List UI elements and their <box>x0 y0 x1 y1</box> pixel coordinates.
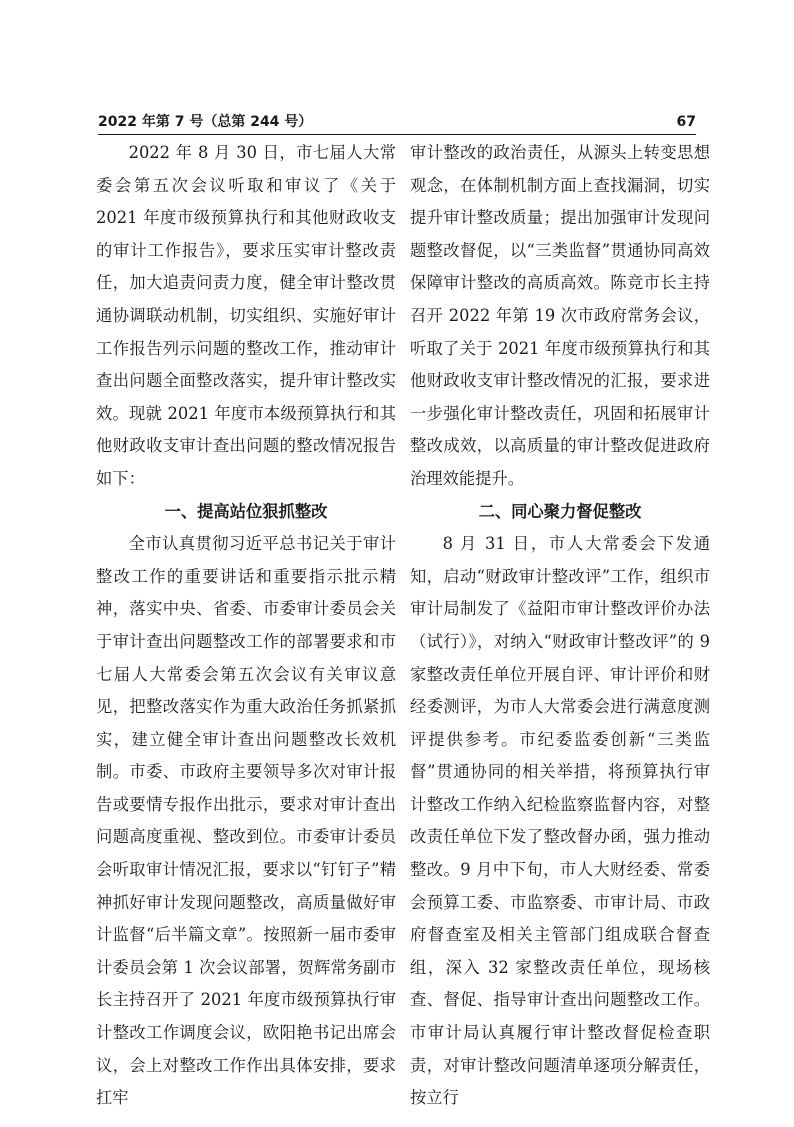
section-1-paragraph: 全市认真贯彻习近平总书记关于审计整改工作的重要讲话和重要指示批示精神，落实中央、省委、市委审计委员会关于审计查出问题整改工作的部署要求和市七届人大常委会第五次会议有关审议意见，把整改落实作为重大政治任务抓紧抓实，建立健全审计查出问题整改长效机制。市委、市政府主要领导多次对审计报告或要情专报作出批示，要求对审计查出问题高度重视、整改到位。市委审计委员会听取审计情况汇报，要求以“钉钉子”精神抓好审计发现问题整改，高质量做好审计监督“后半篇文章”。按照新一届市委审计委员会第 1 次会议部署，贺辉常务副市长主持召开了 2021 年度市级预算执行审计整改工作调度会议，欧阳艳书记出席会议，会上对整改工作作出具体安排，要求扛牢 <box>96 534 396 1108</box>
left-column <box>96 137 396 1127</box>
header-rule <box>98 134 696 135</box>
right-column <box>410 137 710 1127</box>
section-2-paragraph: 8 月 31 日，市人大常委会下发通知，启动“财政审计整改评”工作，组织市审计局制发了《益阳市审计整改评价办法（试行）》，对纳入“财政审计整改评”的 9 家整改责任单位开展自评、审计评价和财经委测评，为市人大常委会进行满意度测评提供参考。市纪委监委创新“三类监督”贯通协同的相关举措，将预算执行审计整改工作纳入纪检监察监督内容，对整改责任单位下发了整改督办函，强力推动整改。9 月中下旬，市人大财经委、常委会预算工委、市监察委、市审计局、市政府督查室及相关主管部门组成联合督查组，深入 32 家整改责任单位，现场核查、督促、指导审计查出问题整改工作。市审计局认真履行审计整改督促检查职责，对审计整改问题清单逐项分解责任，按立行 <box>410 534 710 1108</box>
continuation-paragraph: 审计整改的政治责任，从源头上转变思想观念，在体制机制方面上查找漏洞，切实提升审计整改质量；提出加强审计发现问题整改督促，以“三类监督”贯通协同高效保障审计整改的高质高效。陈竞市长主持召开 2022 年第 19 次市政府常务会议，听取了关于 2021 年度市级预算执行和其他财政收支审计整改情况的汇报，要求进一步强化审计整改责任，巩固和拓展审计整改成效，以高质量的审计整改促进政府治理效能提升。 <box>410 143 710 488</box>
intro-paragraph: 2022 年 8 月 30 日，市七届人大常委会第五次会议听取和审议了《关于 2021 年度市级预算执行和其他财政收支的审计工作报告》，要求压实审计整改责任，加大追责问责力度，健全审计整改贯通协调联动机制，切实组织、实施好审计工作报告列示问题的整改工作，推动审计查出问题全面整改落实，提升审计整改实效。现就 2021 年度市本级预算执行和其他财政收支审计查出问题的整改情况报告如下： <box>96 143 396 488</box>
page-header <box>98 112 696 132</box>
page-number: 67 <box>676 114 696 130</box>
section-heading-1: 一、提高站位狠抓整改 <box>164 501 328 521</box>
section-heading-2: 二、同心聚力督促整改 <box>478 501 642 521</box>
issue-label: 2022 年第 7 号（总第 244 号） <box>98 114 313 130</box>
